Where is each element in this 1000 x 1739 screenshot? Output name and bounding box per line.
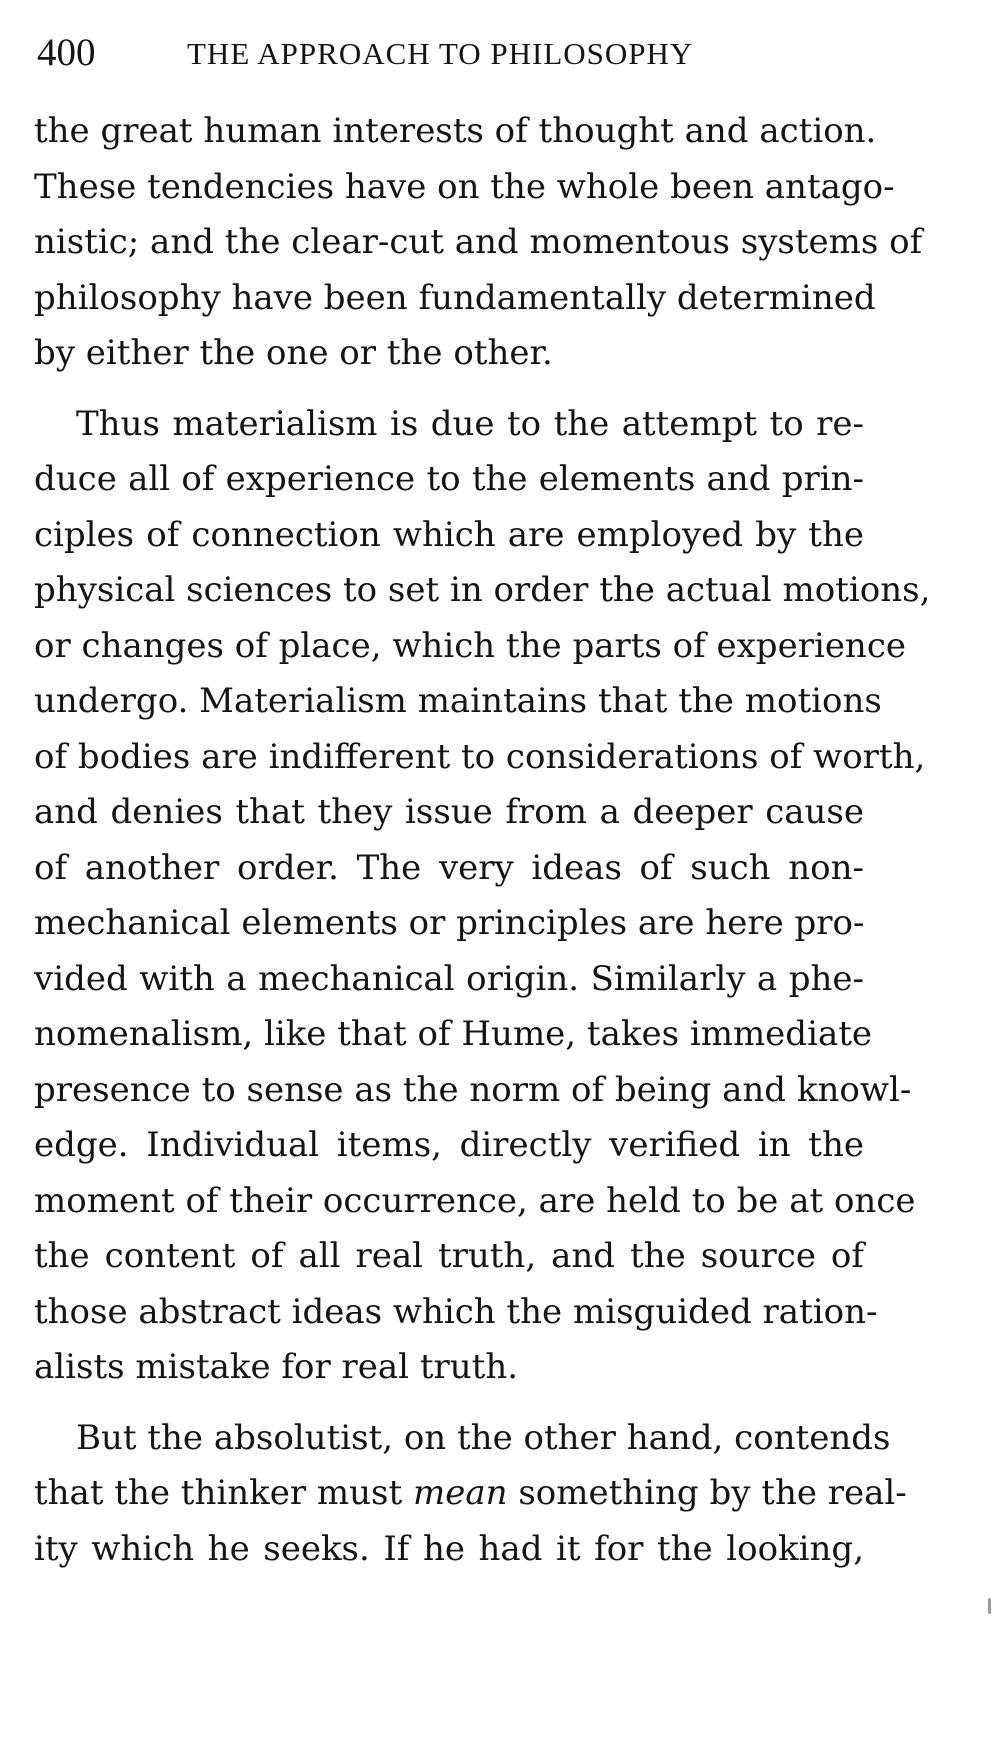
- page-header: [37, 28, 937, 78]
- text-line: Thus materialism is due to the attempt to re-: [76, 403, 864, 444]
- paragraph-1: [34, 104, 923, 382]
- text-run: that the thinker must: [34, 1473, 403, 1513]
- running-head: THE APPROACH TO PHILOSOPHY: [187, 36, 694, 71]
- text-line: undergo. Materialism maintains that the motions: [34, 681, 882, 721]
- page-body: [34, 104, 931, 1577]
- text-line: by either the one or the other.: [34, 333, 553, 373]
- paragraph-2: [34, 397, 931, 1396]
- text-line: alists mistake for real truth.: [34, 1347, 519, 1387]
- text-line: But the absolutist, on the other hand, contends: [76, 1417, 891, 1458]
- text-line: or changes of place, which the parts of experience: [34, 625, 906, 666]
- text-line: mechanical elements or principles are here pro-: [34, 903, 865, 943]
- text-line: These tendencies have on the whole been antago-: [34, 166, 895, 207]
- text-line: and denies that they issue from a deeper cause: [34, 792, 864, 832]
- text-line: the great human interests of thought and action.: [34, 111, 877, 151]
- text-line: nistic; and the clear-cut and momentous systems of: [34, 222, 923, 262]
- text-run: something by the real-: [518, 1473, 907, 1513]
- text-line: presence to sense as the norm of being and knowl-: [34, 1069, 912, 1110]
- text-line: physical sciences to set in order the actual motions,: [34, 570, 931, 610]
- text-line: philosophy have been fundamentally determined: [34, 277, 876, 318]
- page-number: 400: [37, 31, 96, 74]
- text-line: of bodies are indifferent to considerations of worth,: [34, 736, 926, 777]
- text-line-with-emphasis: [34, 1466, 907, 1522]
- text-line: ciples of connection which are employed by the: [34, 514, 864, 555]
- text-line: of another order. The very ideas of such non-: [34, 847, 864, 888]
- text-line: moment of their occurrence, are held to be at once: [34, 1180, 916, 1221]
- text-line: ity which he seeks. If he had it for the looking,: [34, 1528, 864, 1569]
- text-line: duce all of experience to the elements and prin-: [34, 459, 864, 499]
- text-line: those abstract ideas which the misguided ration-: [34, 1291, 878, 1332]
- paragraph-3: [34, 1411, 907, 1578]
- emphasized-word: mean: [412, 1473, 508, 1513]
- text-line: the content of all real truth, and the source of: [34, 1236, 864, 1276]
- margin-mark: [988, 1598, 991, 1614]
- text-line: vided with a mechanical origin. Similarly a phe-: [34, 958, 864, 999]
- text-line: nomenalism, like that of Hume, takes immediate: [34, 1014, 872, 1054]
- text-line: edge. Individual items, directly verified in the: [34, 1125, 864, 1165]
